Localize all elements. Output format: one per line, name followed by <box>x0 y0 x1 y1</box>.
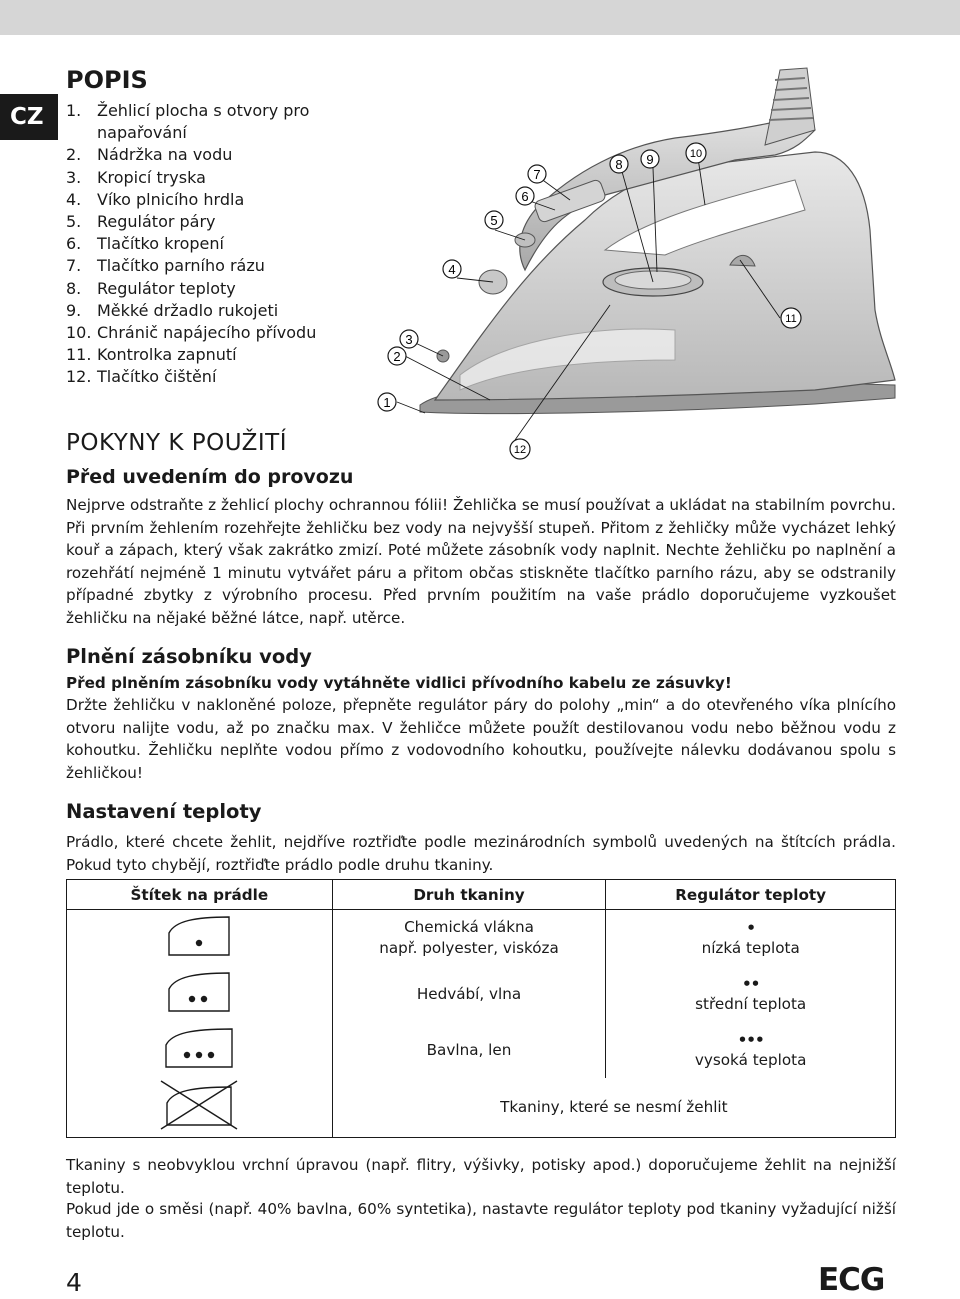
fabric-cell: Hedvábí, vlna <box>332 966 606 1022</box>
table-row <box>67 966 896 1022</box>
callout-7 <box>528 165 546 183</box>
iron-three-dots-icon <box>162 1025 236 1071</box>
svg-text:8: 8 <box>615 157 623 172</box>
list-item: 7. Tlačítko parního rázu <box>66 256 265 276</box>
callout-6 <box>516 187 534 205</box>
table-row <box>67 1022 896 1078</box>
callout-8 <box>610 155 628 173</box>
list-item: 2. Nádržka na vodu <box>66 145 233 165</box>
list-item: 4. Víko plnicího hrdla <box>66 189 245 209</box>
section-title-pokyny: POKYNY K POUŽITÍ <box>66 430 288 456</box>
note-blends: Pokud jde o směsi (např. 40% bavlna, 60% syntetika), nastavte regulátor teploty pod tkaniny vyžadující nižší teplotu. <box>66 1200 896 1241</box>
callout-5 <box>485 211 503 229</box>
svg-text:9: 9 <box>646 152 654 167</box>
list-item: 5. Regulátor páry <box>66 212 216 232</box>
callout-9 <box>641 150 659 168</box>
callout-4 <box>443 260 461 278</box>
callout-10 <box>686 143 706 163</box>
svg-text:3: 3 <box>405 332 413 347</box>
fabric-cell: Bavlna, len <box>332 1022 606 1078</box>
iron-body <box>420 68 895 414</box>
list-item: 1. Žehlicí plocha s otvory pro napařování <box>66 101 310 143</box>
filling-heading: Plnění zásobníku vody <box>66 645 312 668</box>
temperature-paragraph: Prádlo, které chcete žehlit, nejdříve roztřiďte podle mezinárodních symbolů uvedených na štítcích prádla. Pokud tyto chybějí, roztřiďte prádlo podle druhu tkaniny. <box>66 833 896 874</box>
setting-cell: • nízká teplota <box>606 910 896 966</box>
setting-cell: ••• vysoká teplota <box>606 1022 896 1078</box>
list-item: 12. Tlačítko čištění <box>66 367 217 387</box>
callout-1 <box>378 393 396 411</box>
table-row <box>67 910 896 966</box>
col-header-label: Štítek na prádle <box>67 880 333 910</box>
subheading-before-use: Před uvedením do provozu <box>66 466 354 488</box>
table-header-row <box>67 880 896 910</box>
svg-text:6: 6 <box>521 189 529 204</box>
iron-symbol-cell <box>67 910 333 966</box>
filling-paragraph: Držte žehličku v nakloněné poloze, přepněte regulátor páry do polohy „min“ a do otevřeného víka plnícího otvoru nalijte vodu, až po značku max. V žehličce můžete použít destilovanou vodu nebo běžnou vodu z kohoutku. Žehličku neplňte vodou přímo z vodovodního kohoutku, používejte nálevku dodávanou spolu s žehličkou! <box>66 696 896 782</box>
header-bar <box>0 0 960 35</box>
svg-text:10: 10 <box>689 148 703 160</box>
no-iron-cell: Tkaniny, které se nesmí žehlit <box>332 1078 895 1138</box>
iron-symbol-cell <box>67 1078 333 1138</box>
col-header-setting: Regulátor teploty <box>606 880 896 910</box>
note-unusual-finish: Tkaniny s neobvyklou vrchní úpravou (např. flitry, výšivky, potisky apod.) doporučujeme žehlit na nejnižší teplotu. <box>66 1156 896 1197</box>
list-item: 10. Chránič napájecího přívodu <box>66 323 317 343</box>
col-header-fabric: Druh tkaniny <box>332 880 606 910</box>
svg-text:5: 5 <box>490 213 498 228</box>
no-ironing-icon <box>159 1079 239 1131</box>
fabric-cell: Chemická vlákna např. polyester, viskóza <box>332 910 606 966</box>
svg-text:11: 11 <box>785 313 797 325</box>
section-title-popis: POPIS <box>66 66 148 94</box>
list-item: 9. Měkké držadlo rukojeti <box>66 300 279 320</box>
table-row <box>67 1078 896 1138</box>
iron-two-dots-icon <box>165 969 233 1015</box>
brand-logo: ECG <box>818 1262 885 1298</box>
svg-text:12: 12 <box>513 444 527 456</box>
svg-text:2: 2 <box>393 349 401 364</box>
callout-3 <box>400 330 418 348</box>
svg-text:7: 7 <box>533 167 541 182</box>
parts-list <box>66 100 386 389</box>
temperature-heading: Nastavení teploty <box>66 800 262 823</box>
setting-cell: •• střední teplota <box>606 966 896 1022</box>
filling-warning: Před plněním zásobníku vody vytáhněte vidlici přívodního kabelu ze zásuvky! <box>66 674 732 692</box>
steam-iron-diagram <box>375 60 900 460</box>
list-item: 11. Kontrolka zapnutí <box>66 345 237 365</box>
list-item: 8. Regulátor teploty <box>66 278 236 298</box>
temperature-table <box>66 879 896 1138</box>
page-number: 4 <box>66 1268 82 1297</box>
iron-symbol-cell <box>67 966 333 1022</box>
list-item: 6. Tlačítko kropení <box>66 234 224 254</box>
svg-text:4: 4 <box>448 262 456 277</box>
callout-2 <box>388 347 406 365</box>
svg-text:1: 1 <box>383 395 391 410</box>
iron-one-dot-icon <box>165 913 233 959</box>
before-use-paragraph: Nejprve odstraňte z žehlicí plochy ochrannou fólii! Žehlička se musí používat a ukládat na stabilním povrchu. Při prvním žehlením rozehřejte žehličku bez vody na nejvyšší stupeň. Přitom z žehličky může vycházet lehký kouř a zápach, který však zakrátko zmizí. Poté můžete zásobník vody naplnit. Nechte žehličku po naplnění a rozehřátí nejméně 1 minutu vytvářet páru a přitom občas stiskněte tlačítko parního rázu, aby se odstranily případné zbytky z výrobního procesu. Před prvním použitím na vaše prádlo doporučujeme vyzkoušet žehličku na nějaké běžné látce, např. utěrce. <box>66 496 896 627</box>
iron-symbol-cell <box>67 1022 333 1078</box>
language-tab: CZ <box>0 94 58 140</box>
callout-12 <box>510 439 530 459</box>
callout-11 <box>781 308 801 328</box>
list-item: 3. Kropicí tryska <box>66 167 206 187</box>
